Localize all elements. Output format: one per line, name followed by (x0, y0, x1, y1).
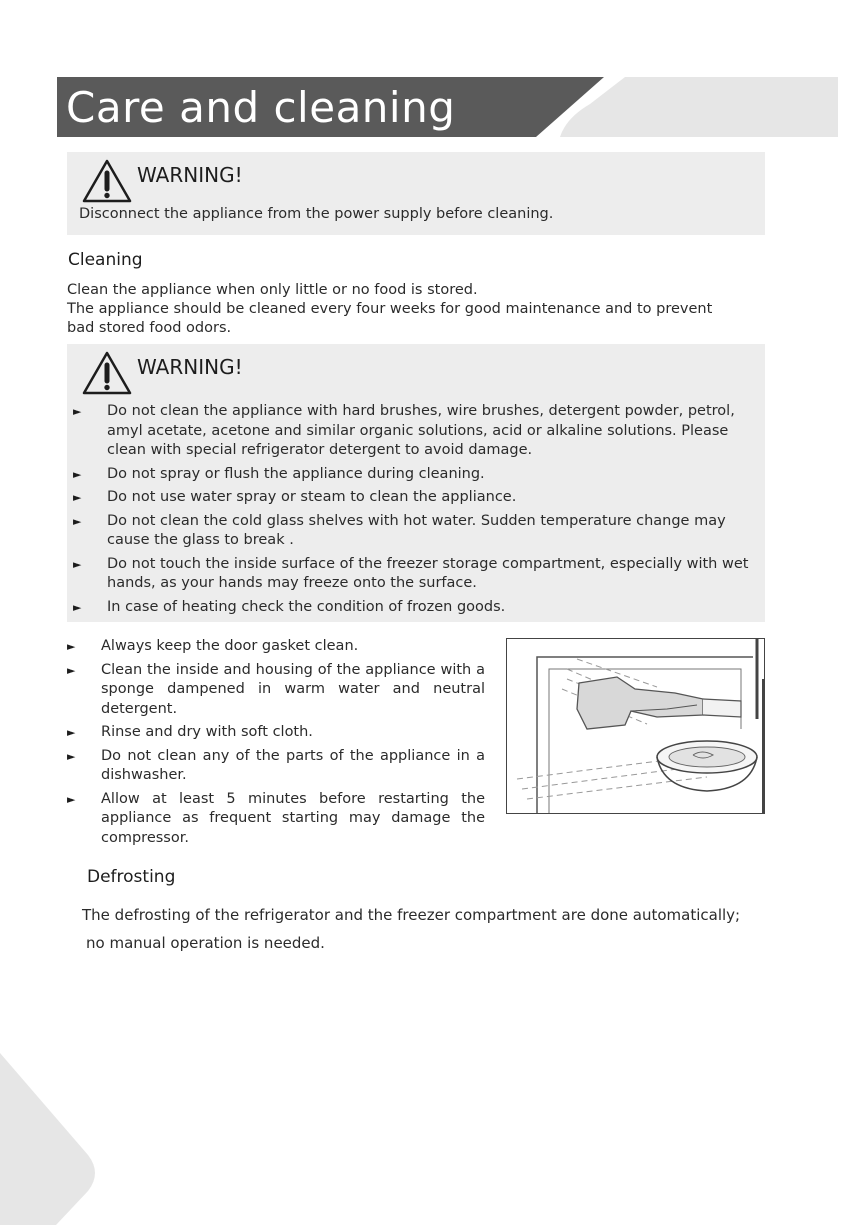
bullet-arrow-icon: ► (67, 663, 76, 677)
warning-text: Disconnect the appliance from the power supply before cleaning. (79, 206, 554, 222)
cleaning-line-2: The appliance should be cleaned every four weeks for good maintenance and to prevent (67, 301, 713, 317)
warning-label: WARNING! (137, 355, 243, 379)
warning-label: WARNING! (137, 163, 243, 187)
list-item: ► In case of heating check the condition of frozen goods. (73, 598, 761, 618)
bullet-arrow-icon: ► (73, 405, 82, 418)
bullet-arrow-icon: ► (73, 467, 82, 481)
list-item: ► Clean the inside and housing of the appliance with a sponge dampened in warm water and neutral detergent. (67, 661, 485, 717)
bullet-arrow-icon: ► (67, 726, 76, 739)
list-item: ► Do not use water spray or steam to clean the appliance. (73, 488, 761, 508)
bullet-arrow-icon: ► (73, 514, 82, 528)
list-item: ► Do not spray or flush the appliance during cleaning. (73, 465, 761, 485)
list-item: ► Do not touch the inside surface of the freezer storage compartment, especially with wet hands, as your hands may freeze onto the surface. (73, 555, 749, 591)
bullet-arrow-icon: ► (67, 792, 76, 806)
cleaning-line-1: Clean the appliance when only little or no food is stored. (67, 282, 478, 298)
page-corner-decoration (0, 1045, 110, 1225)
bullet-arrow-icon: ► (67, 640, 76, 653)
defrosting-line-2: no manual operation is needed. (86, 934, 325, 952)
bullet-arrow-icon: ► (67, 749, 76, 763)
warning-list (73, 402, 761, 621)
list-item: ► Do not clean any of the parts of the appliance in a dishwasher. (67, 747, 485, 783)
list-item: ► Allow at least 5 minutes before restarting the appliance as frequent starting may damage the compressor. (67, 790, 485, 846)
page-title: Care and cleaning (66, 83, 456, 132)
cleaning-line-3: bad stored food odors. (67, 320, 232, 336)
list-item: ► Do not clean the appliance with hard brushes, wire brushes, detergent powder, petrol, amyl acetate, acetone and similar organic solutions, acid or alkaline solutions. Please clean with special refrigerator detergent to avoid damage. (73, 403, 735, 458)
section-heading-cleaning: Cleaning (68, 250, 143, 270)
bullet-arrow-icon: ► (73, 600, 82, 614)
bullet-arrow-icon: ► (73, 557, 82, 571)
defrosting-line-1: The defrosting of the refrigerator and the freezer compartment are done automatically; (82, 906, 741, 924)
list-item: ► Do not clean the cold glass shelves with hot water. Sudden temperature change may cause the glass to break . (73, 512, 726, 548)
bullet-arrow-icon: ► (73, 491, 82, 504)
warning-box-power (67, 152, 765, 235)
warning-box-cleaning (67, 344, 765, 622)
warning-triangle-icon (81, 158, 133, 204)
list-item: ► Always keep the door gasket clean. (67, 637, 485, 657)
section-heading-defrosting: Defrosting (87, 867, 176, 887)
cleaning-illustration-icon (506, 638, 765, 814)
list-item: ► Rinse and dry with soft cloth. (67, 723, 485, 743)
warning-triangle-icon (81, 350, 133, 396)
care-list (67, 637, 485, 852)
